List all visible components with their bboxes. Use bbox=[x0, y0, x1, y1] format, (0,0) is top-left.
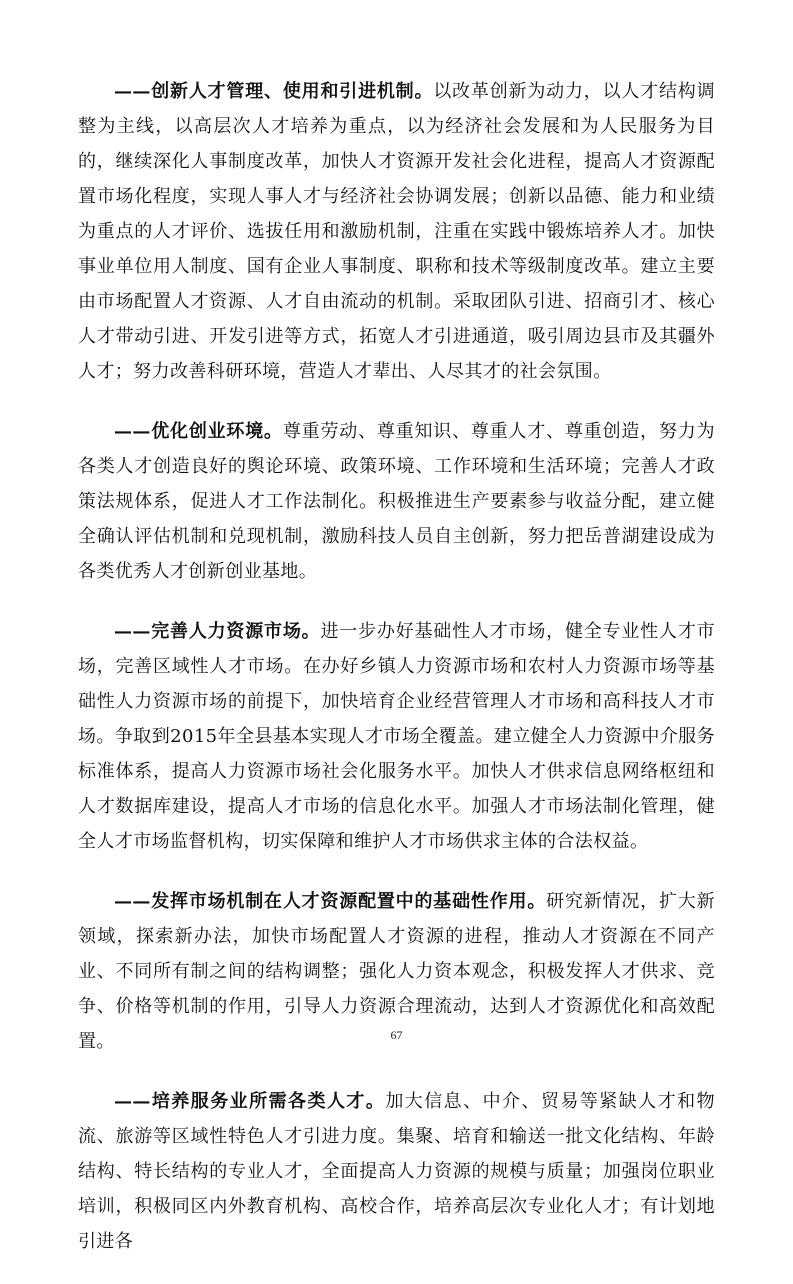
paragraph-text: 进一步办好基础性人才市场，健全专业性人才市场，完善区域性人才市场。在办好乡镇人力资源市场和农村人力资源市场等基础性人力资源市场的前提下，加快培育企业经营管理人才市场和高科技人才市场。争取到2015年全县基本实现人才市场全覆盖。建立健全人力资源中介服务标准体系，提高人力资源市场社会化服务水平。加快人才供求信息网络枢纽和人才数据库建设，提高人才市场的信息化水平。加强人才市场法制化管理，健全人才市场监督机构，切实保障和维护人才市场供求主体的合法权益。 bbox=[78, 621, 715, 852]
paragraph-heading: ——完善人力资源市场。 bbox=[114, 621, 321, 642]
paragraph-hr-market bbox=[78, 614, 715, 859]
paragraph-text: 以改革创新为动力，以人才结构调整为主线，以高层次人才培养为重点，以为经济社会发展和为人民服务为目的，继续深化人事制度改革，加快人才资源开发社会化进程，提高人才资源配置市场化程度，实现人事人才与经济社会协调发展；创新以品德、能力和业绩为重点的人才评价、选拔任用和激励机制，注重在实践中锻炼培养人才。加快事业单位用人制度、国有企业人事制度、职称和技术等级制度改革。建立主要由市场配置人才资源、人才自由流动的机制。采取团队引进、招商引才、核心人才带动引进、开发引进等方式，拓宽人才引进通道，吸引周边县市及其疆外人才；努力改善科研环境，营造人才辈出、人尽其才的社会氛围。 bbox=[78, 81, 715, 382]
paragraph-business-environment bbox=[78, 414, 715, 589]
page-number: 67 bbox=[390, 1028, 403, 1042]
paragraph-heading: ——优化创业环境。 bbox=[114, 421, 283, 442]
paragraph-service-talent bbox=[78, 1084, 715, 1259]
paragraph-text: 加大信息、中介、贸易等紧缺人才和物流、旅游等区域性特色人才引进力度。集聚、培育和输送一批文化结构、年龄结构、特长结构的专业人才，全面提高人力资源的规模与质量；加强岗位职业培训，积极同区内外教育机构、高校合作，培养高层次专业化人才；有计划地引进各 bbox=[78, 1091, 715, 1252]
paragraph-talent-mechanism bbox=[78, 74, 715, 389]
paragraph-heading: ——培养服务业所需各类人才。 bbox=[114, 1091, 386, 1112]
paragraph-heading: ——发挥市场机制在人才资源配置中的基础性作用。 bbox=[114, 891, 547, 912]
document-body bbox=[78, 74, 715, 1284]
paragraph-text: 研究新情况，扩大新领域，探索新办法，加快市场配置人才资源的进程，推动人才资源在不同产业、不同所有制之间的结构调整；强化人力资本观念，积极发挥人才供求、竞争、价格等机制的作用，引导人力资源合理流动，达到人才资源优化和高效配置。 bbox=[78, 891, 715, 1052]
paragraph-text: 尊重劳动、尊重知识、尊重人才、尊重创造，努力为各类人才创造良好的舆论环境、政策环境、工作环境和生活环境；完善人才政策法规体系，促进人才工作法制化。积极推进生产要素参与收益分配，建立健全确认评估机制和兑现机制，激励科技人员自主创新，努力把岳普湖建设成为各类优秀人才创新创业基地。 bbox=[78, 421, 715, 582]
paragraph-heading: ——创新人才管理、使用和引进机制。 bbox=[114, 81, 434, 102]
